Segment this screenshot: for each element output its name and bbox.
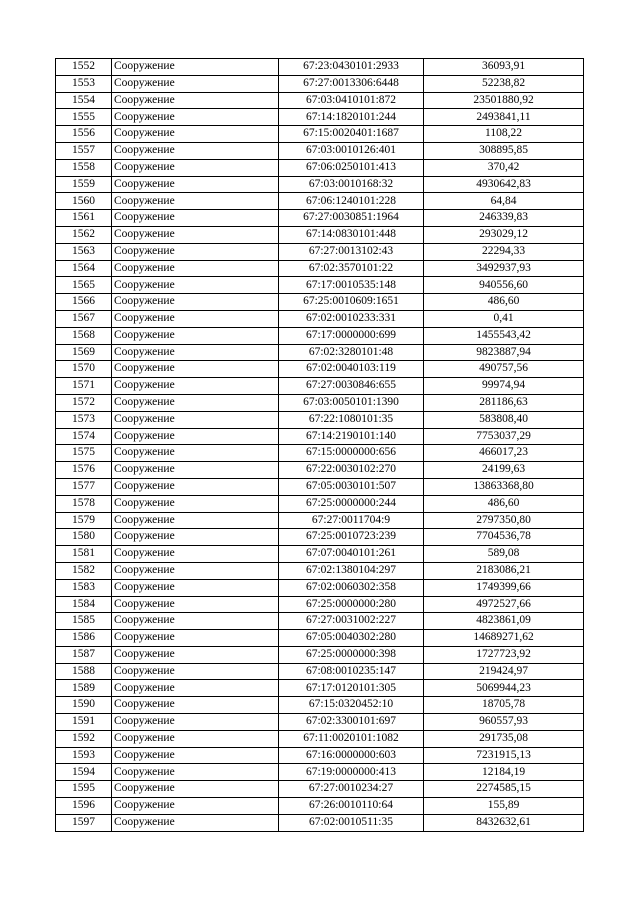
object-type-cell: Сооружение: [112, 176, 279, 193]
cadastral-number-cell: 67:16:0000000:603: [279, 747, 424, 764]
cadastral-number-cell: 67:02:3280101:48: [279, 344, 424, 361]
object-type-cell: Сооружение: [112, 697, 279, 714]
cadastral-value-cell: 293029,12: [424, 226, 584, 243]
cadastral-number-cell: 67:14:2190101:140: [279, 428, 424, 445]
cadastral-value-cell: 36093,91: [424, 59, 584, 76]
cadastral-number-cell: 67:27:0030851:1964: [279, 210, 424, 227]
cadastral-number-cell: 67:25:0000000:398: [279, 646, 424, 663]
table-row: [56, 680, 584, 697]
object-type-cell: Сооружение: [112, 310, 279, 327]
cadastral-number-cell: 67:06:1240101:228: [279, 193, 424, 210]
cadastral-number-cell: 67:14:0830101:448: [279, 226, 424, 243]
object-type-cell: Сооружение: [112, 613, 279, 630]
cadastral-number-cell: 67:11:0020101:1082: [279, 730, 424, 747]
table-row: [56, 512, 584, 529]
cadastral-value-cell: 960557,93: [424, 714, 584, 731]
row-number-cell: 1589: [56, 680, 112, 697]
object-type-cell: Сооружение: [112, 92, 279, 109]
table-row: [56, 277, 584, 294]
table-row: [56, 361, 584, 378]
table-row: [56, 529, 584, 546]
row-number-cell: 1569: [56, 344, 112, 361]
cadastral-number-cell: 67:27:0010234:27: [279, 781, 424, 798]
row-number-cell: 1554: [56, 92, 112, 109]
table-row: [56, 344, 584, 361]
cadastral-value-cell: 219424,97: [424, 663, 584, 680]
table-row: [56, 159, 584, 176]
cadastral-value-cell: 14689271,62: [424, 630, 584, 647]
cadastral-number-cell: 67:26:0010110:64: [279, 798, 424, 815]
cadastral-number-cell: 67:27:0011704:9: [279, 512, 424, 529]
table-row: [56, 462, 584, 479]
cadastral-number-cell: 67:27:0030846:655: [279, 378, 424, 395]
table-row: [56, 327, 584, 344]
object-type-cell: Сооружение: [112, 243, 279, 260]
cadastral-value-cell: 99974,94: [424, 378, 584, 395]
table-row: [56, 126, 584, 143]
table-row: [56, 495, 584, 512]
object-type-cell: Сооружение: [112, 546, 279, 563]
table-row: [56, 193, 584, 210]
row-number-cell: 1563: [56, 243, 112, 260]
row-number-cell: 1595: [56, 781, 112, 798]
cadastral-value-cell: 2183086,21: [424, 562, 584, 579]
cadastral-number-cell: 67:23:0430101:2933: [279, 59, 424, 76]
cadastral-value-cell: 490757,56: [424, 361, 584, 378]
table-row: [56, 714, 584, 731]
cadastral-value-cell: 281186,63: [424, 394, 584, 411]
object-type-cell: Сооружение: [112, 781, 279, 798]
cadastral-value-cell: 22294,33: [424, 243, 584, 260]
table-row: [56, 59, 584, 76]
object-type-cell: Сооружение: [112, 109, 279, 126]
table-row: [56, 579, 584, 596]
object-type-cell: Сооружение: [112, 579, 279, 596]
cadastral-value-cell: 940556,60: [424, 277, 584, 294]
object-type-cell: Сооружение: [112, 378, 279, 395]
cadastral-value-cell: 64,84: [424, 193, 584, 210]
table-row: [56, 630, 584, 647]
table-row: [56, 411, 584, 428]
row-number-cell: 1573: [56, 411, 112, 428]
table-row: [56, 613, 584, 630]
object-type-cell: Сооружение: [112, 394, 279, 411]
cadastral-value-cell: 52238,82: [424, 75, 584, 92]
cadastral-value-cell: 308895,85: [424, 142, 584, 159]
cadastral-number-cell: 67:06:0250101:413: [279, 159, 424, 176]
table-row: [56, 596, 584, 613]
object-type-cell: Сооружение: [112, 462, 279, 479]
cadastral-value-cell: 2797350,80: [424, 512, 584, 529]
row-number-cell: 1575: [56, 445, 112, 462]
table-row: [56, 546, 584, 563]
cadastral-number-cell: 67:17:0010535:148: [279, 277, 424, 294]
cadastral-number-cell: 67:27:0031002:227: [279, 613, 424, 630]
table-row: [56, 176, 584, 193]
cadastral-number-cell: 67:02:1380104:297: [279, 562, 424, 579]
row-number-cell: 1565: [56, 277, 112, 294]
object-type-cell: Сооружение: [112, 730, 279, 747]
object-type-cell: Сооружение: [112, 277, 279, 294]
object-type-cell: Сооружение: [112, 193, 279, 210]
row-number-cell: 1588: [56, 663, 112, 680]
cadastral-value-cell: 13863368,80: [424, 478, 584, 495]
cadastral-value-cell: 1727723,92: [424, 646, 584, 663]
cadastral-value-cell: 246339,83: [424, 210, 584, 227]
cadastral-value-cell: 8432632,61: [424, 814, 584, 831]
object-type-cell: Сооружение: [112, 126, 279, 143]
object-type-cell: Сооружение: [112, 210, 279, 227]
object-type-cell: Сооружение: [112, 260, 279, 277]
row-number-cell: 1594: [56, 764, 112, 781]
object-type-cell: Сооружение: [112, 714, 279, 731]
cadastral-value-cell: 583808,40: [424, 411, 584, 428]
cadastral-value-cell: 5069944,23: [424, 680, 584, 697]
cadastral-number-cell: 67:03:0010168:32: [279, 176, 424, 193]
cadastral-value-cell: 3492937,93: [424, 260, 584, 277]
table-row: [56, 260, 584, 277]
cadastral-number-cell: 67:27:0013102:43: [279, 243, 424, 260]
cadastral-value-cell: 2274585,15: [424, 781, 584, 798]
object-type-cell: Сооружение: [112, 478, 279, 495]
cadastral-number-cell: 67:05:0040302:280: [279, 630, 424, 647]
cadastral-number-cell: 67:02:3300101:697: [279, 714, 424, 731]
table-row: [56, 394, 584, 411]
object-type-cell: Сооружение: [112, 142, 279, 159]
cadastral-number-cell: 67:22:1080101:35: [279, 411, 424, 428]
cadastral-value-cell: 466017,23: [424, 445, 584, 462]
object-type-cell: Сооружение: [112, 630, 279, 647]
cadastral-number-cell: 67:25:0000000:280: [279, 596, 424, 613]
row-number-cell: 1597: [56, 814, 112, 831]
table-row: [56, 226, 584, 243]
object-type-cell: Сооружение: [112, 495, 279, 512]
table-row: [56, 478, 584, 495]
row-number-cell: 1571: [56, 378, 112, 395]
row-number-cell: 1566: [56, 294, 112, 311]
cadastral-number-cell: 67:05:0030101:507: [279, 478, 424, 495]
cadastral-number-cell: 67:25:0010723:239: [279, 529, 424, 546]
row-number-cell: 1579: [56, 512, 112, 529]
table-row: [56, 697, 584, 714]
object-type-cell: Сооружение: [112, 814, 279, 831]
table-row: [56, 294, 584, 311]
cadastral-value-cell: 4930642,83: [424, 176, 584, 193]
object-type-cell: Сооружение: [112, 361, 279, 378]
row-number-cell: 1567: [56, 310, 112, 327]
cadastral-value-cell: 7753037,29: [424, 428, 584, 445]
property-table: [55, 58, 584, 832]
object-type-cell: Сооружение: [112, 596, 279, 613]
table-row: [56, 210, 584, 227]
table-body: [56, 59, 584, 832]
object-type-cell: Сооружение: [112, 445, 279, 462]
row-number-cell: 1586: [56, 630, 112, 647]
table-row: [56, 142, 584, 159]
row-number-cell: 1562: [56, 226, 112, 243]
table-row: [56, 747, 584, 764]
cadastral-number-cell: 67:03:0010126:401: [279, 142, 424, 159]
cadastral-value-cell: 486,60: [424, 495, 584, 512]
cadastral-value-cell: 4972527,66: [424, 596, 584, 613]
row-number-cell: 1556: [56, 126, 112, 143]
row-number-cell: 1570: [56, 361, 112, 378]
cadastral-number-cell: 67:15:0020401:1687: [279, 126, 424, 143]
cadastral-value-cell: 1749399,66: [424, 579, 584, 596]
row-number-cell: 1552: [56, 59, 112, 76]
table-row: [56, 814, 584, 831]
table-row: [56, 92, 584, 109]
table-row: [56, 781, 584, 798]
row-number-cell: 1592: [56, 730, 112, 747]
table-row: [56, 798, 584, 815]
table-row: [56, 243, 584, 260]
row-number-cell: 1578: [56, 495, 112, 512]
object-type-cell: Сооружение: [112, 680, 279, 697]
cadastral-number-cell: 67:27:0013306:6448: [279, 75, 424, 92]
object-type-cell: Сооружение: [112, 562, 279, 579]
row-number-cell: 1584: [56, 596, 112, 613]
cadastral-value-cell: 1108,22: [424, 126, 584, 143]
row-number-cell: 1553: [56, 75, 112, 92]
cadastral-number-cell: 67:03:0410101:872: [279, 92, 424, 109]
cadastral-value-cell: 7704536,78: [424, 529, 584, 546]
cadastral-value-cell: 155,89: [424, 798, 584, 815]
cadastral-value-cell: 589,08: [424, 546, 584, 563]
row-number-cell: 1564: [56, 260, 112, 277]
table-row: [56, 75, 584, 92]
cadastral-value-cell: 9823887,94: [424, 344, 584, 361]
row-number-cell: 1557: [56, 142, 112, 159]
cadastral-value-cell: 291735,08: [424, 730, 584, 747]
cadastral-value-cell: 1455543,42: [424, 327, 584, 344]
object-type-cell: Сооружение: [112, 529, 279, 546]
table-row: [56, 378, 584, 395]
cadastral-value-cell: 4823861,09: [424, 613, 584, 630]
cadastral-number-cell: 67:17:0000000:699: [279, 327, 424, 344]
cadastral-number-cell: 67:02:0010233:331: [279, 310, 424, 327]
row-number-cell: 1560: [56, 193, 112, 210]
table-row: [56, 764, 584, 781]
cadastral-number-cell: 67:25:0000000:244: [279, 495, 424, 512]
row-number-cell: 1596: [56, 798, 112, 815]
cadastral-value-cell: 18705,78: [424, 697, 584, 714]
cadastral-value-cell: 23501880,92: [424, 92, 584, 109]
row-number-cell: 1590: [56, 697, 112, 714]
table-row: [56, 109, 584, 126]
cadastral-value-cell: 7231915,13: [424, 747, 584, 764]
row-number-cell: 1558: [56, 159, 112, 176]
object-type-cell: Сооружение: [112, 159, 279, 176]
row-number-cell: 1577: [56, 478, 112, 495]
row-number-cell: 1591: [56, 714, 112, 731]
cadastral-value-cell: 486,60: [424, 294, 584, 311]
table-row: [56, 562, 584, 579]
cadastral-value-cell: 12184,19: [424, 764, 584, 781]
row-number-cell: 1574: [56, 428, 112, 445]
cadastral-number-cell: 67:15:0000000:656: [279, 445, 424, 462]
row-number-cell: 1555: [56, 109, 112, 126]
row-number-cell: 1582: [56, 562, 112, 579]
cadastral-number-cell: 67:08:0010235:147: [279, 663, 424, 680]
row-number-cell: 1583: [56, 579, 112, 596]
row-number-cell: 1561: [56, 210, 112, 227]
cadastral-value-cell: 0,41: [424, 310, 584, 327]
row-number-cell: 1593: [56, 747, 112, 764]
table-row: [56, 730, 584, 747]
cadastral-value-cell: 2493841,11: [424, 109, 584, 126]
table-row: [56, 646, 584, 663]
object-type-cell: Сооружение: [112, 226, 279, 243]
row-number-cell: 1580: [56, 529, 112, 546]
object-type-cell: Сооружение: [112, 344, 279, 361]
cadastral-number-cell: 67:02:0060302:358: [279, 579, 424, 596]
object-type-cell: Сооружение: [112, 294, 279, 311]
object-type-cell: Сооружение: [112, 411, 279, 428]
row-number-cell: 1576: [56, 462, 112, 479]
cadastral-number-cell: 67:15:0320452:10: [279, 697, 424, 714]
cadastral-number-cell: 67:25:0010609:1651: [279, 294, 424, 311]
table-row: [56, 428, 584, 445]
object-type-cell: Сооружение: [112, 764, 279, 781]
object-type-cell: Сооружение: [112, 59, 279, 76]
cadastral-number-cell: 67:19:0000000:413: [279, 764, 424, 781]
object-type-cell: Сооружение: [112, 798, 279, 815]
cadastral-value-cell: 370,42: [424, 159, 584, 176]
row-number-cell: 1587: [56, 646, 112, 663]
cadastral-number-cell: 67:17:0120101:305: [279, 680, 424, 697]
object-type-cell: Сооружение: [112, 327, 279, 344]
object-type-cell: Сооружение: [112, 512, 279, 529]
row-number-cell: 1559: [56, 176, 112, 193]
cadastral-number-cell: 67:02:3570101:22: [279, 260, 424, 277]
table-row: [56, 310, 584, 327]
object-type-cell: Сооружение: [112, 663, 279, 680]
cadastral-value-cell: 24199,63: [424, 462, 584, 479]
cadastral-number-cell: 67:02:0040103:119: [279, 361, 424, 378]
row-number-cell: 1581: [56, 546, 112, 563]
cadastral-number-cell: 67:07:0040101:261: [279, 546, 424, 563]
row-number-cell: 1585: [56, 613, 112, 630]
cadastral-number-cell: 67:03:0050101:1390: [279, 394, 424, 411]
table-row: [56, 663, 584, 680]
table-row: [56, 445, 584, 462]
cadastral-number-cell: 67:22:0030102:270: [279, 462, 424, 479]
object-type-cell: Сооружение: [112, 428, 279, 445]
row-number-cell: 1568: [56, 327, 112, 344]
object-type-cell: Сооружение: [112, 747, 279, 764]
object-type-cell: Сооружение: [112, 646, 279, 663]
cadastral-number-cell: 67:14:1820101:244: [279, 109, 424, 126]
row-number-cell: 1572: [56, 394, 112, 411]
cadastral-number-cell: 67:02:0010511:35: [279, 814, 424, 831]
object-type-cell: Сооружение: [112, 75, 279, 92]
